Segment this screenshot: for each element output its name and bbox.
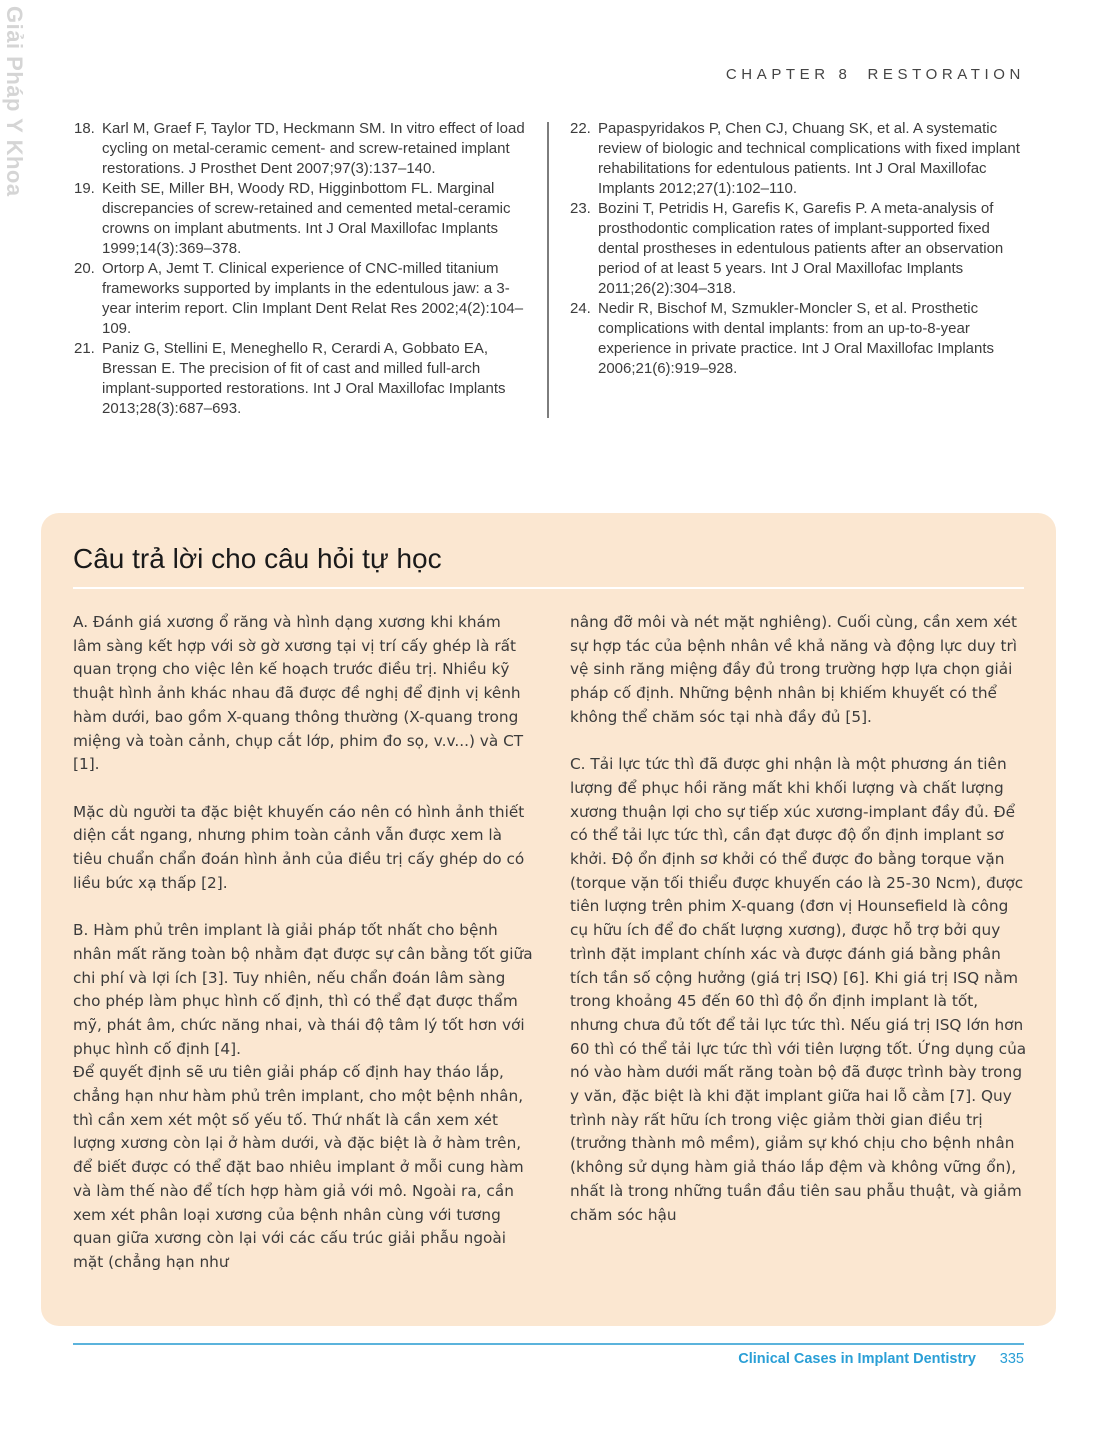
reference-item [570, 119, 1026, 199]
answer-paragraph: Mặc dù người ta đặc biệt khuyến cáo nên có hình ảnh thiết diện cắt ngang, nhưng phim toàn cảnh vẫn được xem là tiêu chuẩn chẩn đoán hình ảnh của điều trị cấy ghép do có liều bức xạ thấp [2]. [73, 802, 525, 892]
reference-number: 21. [74, 340, 95, 357]
reference-number: 24. [570, 300, 591, 317]
reference-item [74, 339, 530, 419]
reference-number: 20. [74, 260, 95, 277]
reference-number: 19. [74, 180, 95, 197]
answers-right-column [570, 611, 1030, 1227]
running-header [726, 66, 1025, 83]
reference-number: 18. [74, 120, 95, 137]
reference-item [74, 179, 530, 259]
watermark-text: Giải Pháp Y Khoa [2, 6, 27, 197]
answer-paragraph: A. Đánh giá xương ổ răng và hình dạng xương khi khám lâm sàng kết hợp với sờ gờ xương tại vị trí cấy ghép là rất quan trọng cho việc lên kế hoạch trước điều trị. Nhiều kỹ thuật hình ảnh khác nhau đã được đề nghị để định vị kênh hàm dưới, bao gồm X-quang thông thường (X-quang trong miệng và toàn cảnh, chụp cắt lớp, phim đo sọ, v.v...) và CT [1]. [73, 613, 524, 774]
references-left-column [74, 119, 530, 419]
self-study-answers-box [41, 513, 1056, 1326]
chapter-label: CHAPTER 8 [725, 66, 852, 83]
references-section [74, 119, 1030, 419]
column-divider [547, 122, 549, 418]
reference-item [570, 299, 1026, 379]
reference-text: Ortorp A, Jemt T. Clinical experience of CNC-milled titanium frameworks supported by implants in the edentulous jaw: a 3-year interim report. Clin Implant Dent Relat Res 2002;4(2):104–109. [102, 260, 524, 337]
reference-number: 23. [570, 200, 591, 217]
reference-item [570, 199, 1026, 299]
reference-item [74, 259, 530, 339]
answer-paragraph: Để quyết định sẽ ưu tiên giải pháp cố định hay tháo lắp, chẳng hạn như hàm phủ trên implant, cho một bệnh nhân, thì cần xem xét một số yếu tố. Thứ nhất là cần xem xét lượng xương còn lại ở hàm dưới, và đặc biệt là ở hàm trên, để biết được có thể đặt bao nhiêu implant ở mỗi cung hàm và làm thế nào để tích hợp hàm giả với mô. Ngoài ra, cần xem xét phân loại xương của bệnh nhân cùng với tương quan giữa xương còn lại với các cấu trúc giải phẫu ngoài mặt (chẳng hạn như [73, 1063, 524, 1271]
answer-paragraph: nâng đỡ môi và nét mặt nghiêng). Cuối cùng, cần xem xét sự hợp tác của bệnh nhân về khả năng và động lực duy trì vệ sinh răng miệng đầy đủ trong trường hợp lựa chọn giải pháp cố định. Những bệnh nhân bị khiếm khuyết có thể không thể chăm sóc tại nhà đầy đủ [5]. [570, 613, 1018, 726]
references-right-column [570, 119, 1026, 379]
title-rule [73, 587, 1024, 589]
watermark [0, 6, 28, 197]
reference-text: Bozini T, Petridis H, Garefis K, Garefis P. A meta-analysis of prosthodontic complication rates of implant-supported fixed dental prostheses in edentulous patients after an observation period of at least 5 years. Int J Oral Maxillofac Implants 2011;26(2):304–318. [598, 200, 1004, 297]
answers-left-column [73, 611, 533, 1275]
section-label: RESTORATION [867, 66, 1025, 83]
reference-text: Keith SE, Miller BH, Woody RD, Higginbottom FL. Marginal discrepancies of screw-retained and cemented metal-ceramic crowns on implant abutments. Int J Oral Maxillofac Implants 1999;14(3):369–378. [102, 180, 511, 257]
reference-item [74, 119, 530, 179]
reference-text: Nedir R, Bischof M, Szmukler-Moncler S, et al. Prosthetic complications with dental implants: from an up-to-8-year experience in private practice. Int J Oral Maxillofac Implants 2006;21(6):919–928. [598, 300, 994, 377]
page-number: 335 [999, 1351, 1024, 1367]
answers-title: Câu trả lời cho câu hỏi tự học [73, 543, 442, 574]
reference-text: Papaspyridakos P, Chen CJ, Chuang SK, et al. A systematic review of biologic and technical complications with fixed implant rehabilitations for edentulous patients. Int J Oral Maxillofac Implants 2012;27(1):102–110. [598, 120, 1020, 197]
reference-text: Karl M, Graef F, Taylor TD, Heckmann SM. In vitro effect of load cycling on metal-ceramic cement- and screw-retained implant restorations. J Prosthet Dent 2007;97(3):137–140. [102, 120, 525, 177]
answer-paragraph: B. Hàm phủ trên implant là giải pháp tốt nhất cho bệnh nhân mất răng toàn bộ nhằm đạt được sự cân bằng tốt giữa chi phí và lợi ích [3]. Tuy nhiên, nếu chẩn đoán lâm sàng cho phép làm phục hình cố định, thì có thể đạt được thẩm mỹ, phát âm, chức năng nhai, và thái độ tâm lý tốt hơn với phục hình cố định [4]. [73, 921, 533, 1058]
answer-paragraph: C. Tải lực tức thì đã được ghi nhận là một phương án tiên lượng để phục hồi răng mất khi khối lượng và chất lượng xương thuận lợi cho sự tiếp xúc xương-implant đầy đủ. Để có thể tải lực tức thì, cần đạt được độ ổn định implant sơ khởi. Độ ổn định sơ khởi có thể được đo bằng torque vặn (torque vặn tối thiểu được khuyến cáo là 25-30 Ncm), được tiên lượng trên phim X-quang (đơn vị Hounsefield là công cụ hữu ích để đo chất lượng xương), được hỗ trợ bởi quy trình đặt implant chính xác và được đánh giá bằng phân tích tần số cộng hưởng (giá trị ISQ) [6]. Khi giá trị ISQ nằm trong khoảng 45 đến 60 thì độ ổn định implant là tốt, nhưng chưa đủ tốt để tải lực tức thì. Nếu giá trị ISQ lớn hơn 60 thì có thể tải lực tức thì với tiên lượng tốt. Ứng dụng của nó vào hàm dưới mất răng toàn bộ đã được trình bày trong y văn, đặc biệt là khi đặt implant giữa hai lỗ cằm [7]. Quy trình này rất hữu ích trong việc giảm thời gian điều trị (trưởng thành mô mềm), giảm sự khó chịu cho bệnh nhân (không sử dụng hàm giả tháo lắp đệm và không vững ổn), nhất là trong những tuần đầu tiên sau phẫu thuật, và giảm chăm sóc hậu [570, 755, 1027, 1224]
reference-text: Paniz G, Stellini E, Meneghello R, Cerardi A, Gobbato EA, Bressan E. The precision of fit of cast and milled full-arch implant-supported restorations. Int J Oral Maxillofac Implants 2013;28(3):687–693. [102, 340, 506, 417]
reference-number: 22. [570, 120, 591, 137]
footer-rule [73, 1343, 1024, 1345]
footer-book-title: Clinical Cases in Implant Dentistry [738, 1351, 976, 1367]
